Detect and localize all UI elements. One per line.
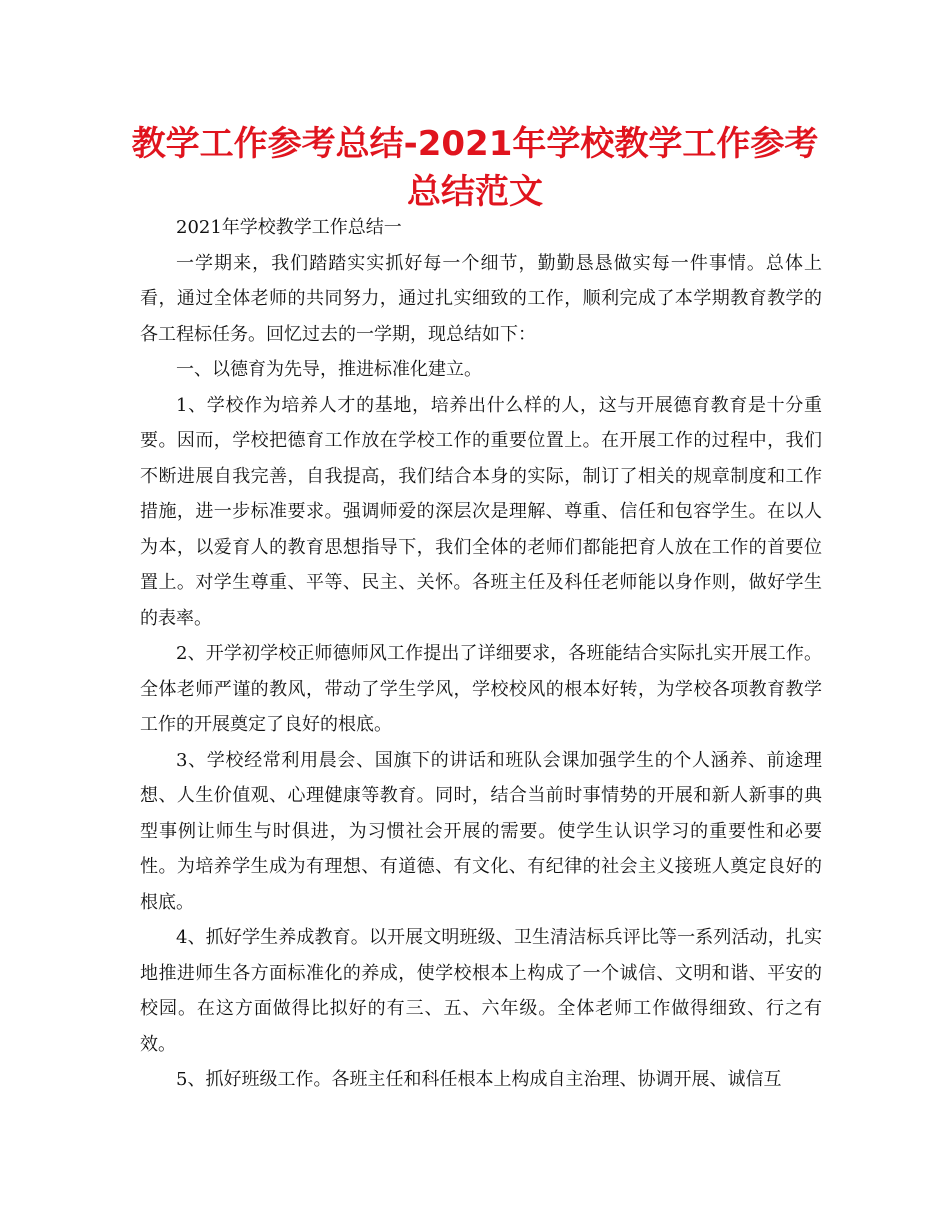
document-title: 教学工作参考总结-2021年学校教学工作参考总结范文 bbox=[131, 124, 819, 212]
paragraph: 5、抓好班级工作。各班主任和科任根本上构成自主治理、协调开展、诚信互 bbox=[176, 1069, 782, 1090]
paragraph: 3、学校经常利用晨会、国旗下的讲话和班队会课加强学生的个人涵养、前途理想、人生价值观、心理健康等教育。同时，结合当前时事情势的开展和新人新事的典型事例让师生与时俱进，为习惯社会开展的需要。使学生认识学习的重要性和必要性。为培养学生成为有理想、有道德、有文化、有纪律的社会主义接班人奠定良好的根底。 bbox=[140, 749, 822, 913]
paragraph: 4、抓好学生养成教育。以开展文明班级、卫生清洁标兵评比等一系列活动，扎实地推进师生各方面标准化的养成，使学校根本上构成了一个诚信、文明和谐、平安的校园。在这方面做得比拟好的有三、五、六年级。全体老师工作做得细致、行之有效。 bbox=[140, 927, 822, 1055]
paragraph: 1、学校作为培养人才的基地，培养出什么样的人，这与开展德育教育是十分重要。因而，学校把德育工作放在学校工作的重要位置上。在开展工作的过程中，我们不断进展自我完善，自我提高，我们结合本身的实际，制订了相关的规章制度和工作措施，进一步标准要求。强调师爱的深层次是理解、尊重、信任和包容学生。在以人为本，以爱育人的教育思想指导下，我们全体的老师们都能把育人放在工作的首要位置上。对学生尊重、平等、民主、关怀。各班主任及科任老师能以身作则，做好学生的表率。 bbox=[140, 394, 822, 629]
section-heading: 2021年学校教学工作总结一 bbox=[176, 217, 402, 238]
section-heading: 一、以德育为先导，推进标准化建立。 bbox=[176, 359, 482, 380]
paragraph: 2、开学初学校正师德师风工作提出了详细要求，各班能结合实际扎实开展工作。全体老师严谨的教风，带动了学生学风，学校校风的根本好转，为学校各项教育教学工作的开展奠定了良好的根底。 bbox=[140, 643, 822, 735]
document-body bbox=[140, 210, 822, 1098]
paragraph: 一学期来，我们踏踏实实抓好每一个细节，勤勤恳恳做实每一件事情。总体上看，通过全体老师的共同努力，通过扎实细致的工作，顺利完成了本学期教育教学的各工程标任务。回忆过去的一学期，现总结如下： bbox=[140, 252, 822, 345]
